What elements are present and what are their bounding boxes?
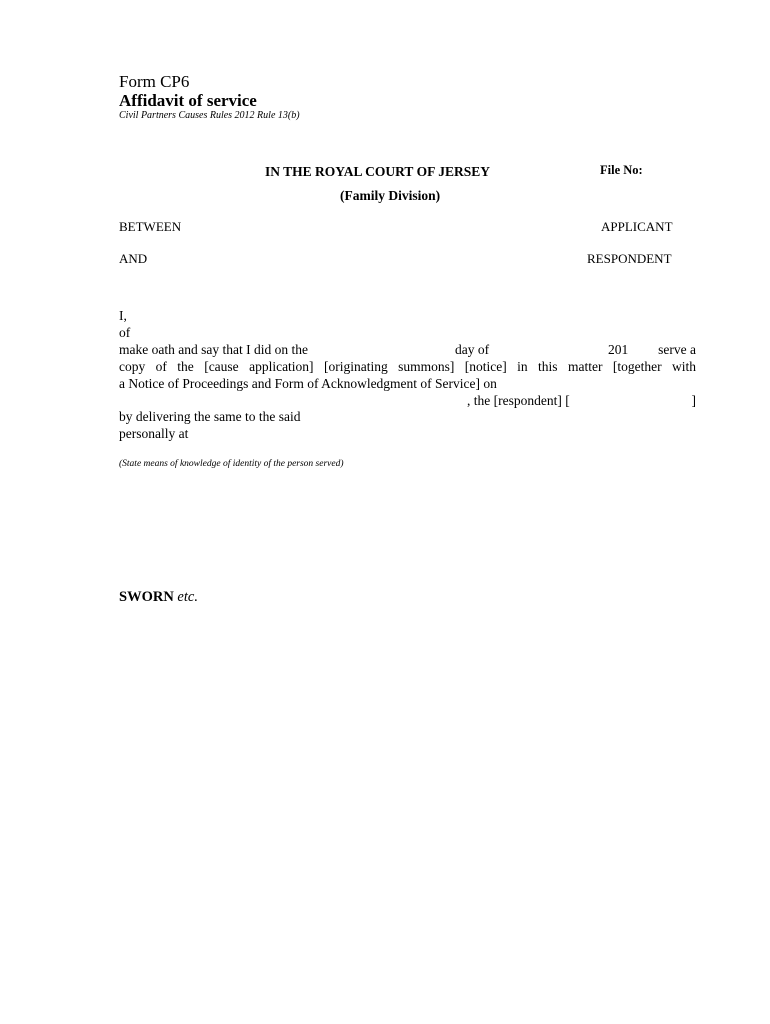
notice-line: a Notice of Proceedings and Form of Acknowledgment of Service] on xyxy=(119,376,497,391)
respondent-label: RESPONDENT xyxy=(587,251,672,266)
applicant-label: APPLICANT xyxy=(601,219,673,234)
knowledge-note: (State means of knowledge of identity of the person served) xyxy=(119,459,344,469)
sworn-etc: etc. xyxy=(177,589,198,605)
oath-line xyxy=(119,342,696,360)
file-number-label: File No: xyxy=(600,163,643,177)
oath-serve: serve a xyxy=(658,342,696,357)
rule-reference: Civil Partners Causes Rules 2012 Rule 13(b) xyxy=(119,110,300,121)
document-title: Affidavit of service xyxy=(119,91,257,110)
sworn-label: SWORN xyxy=(119,589,174,605)
oath-year: 201 xyxy=(608,342,629,357)
respondent-bracket-close: ] xyxy=(691,393,696,408)
respondent-text: , the [respondent] [ xyxy=(467,393,570,408)
oath-day-of: day of xyxy=(455,342,490,357)
deponent-name-line: I, xyxy=(119,308,127,323)
between-label: BETWEEN xyxy=(119,219,182,234)
form-number: Form CP6 xyxy=(119,72,190,91)
court-division: (Family Division) xyxy=(340,188,441,203)
and-label: AND xyxy=(119,251,148,266)
personally-line: personally at xyxy=(119,426,189,441)
delivering-line: by delivering the same to the said xyxy=(119,409,301,424)
copy-line: copy of the [cause application] [originating summons] [notice] in this matter [together with xyxy=(119,359,696,374)
deponent-address-line: of xyxy=(119,325,131,340)
court-name: IN THE ROYAL COURT OF JERSEY xyxy=(265,164,490,179)
sworn-line xyxy=(119,589,198,606)
oath-text-start: make oath and say that I did on the xyxy=(119,342,308,357)
